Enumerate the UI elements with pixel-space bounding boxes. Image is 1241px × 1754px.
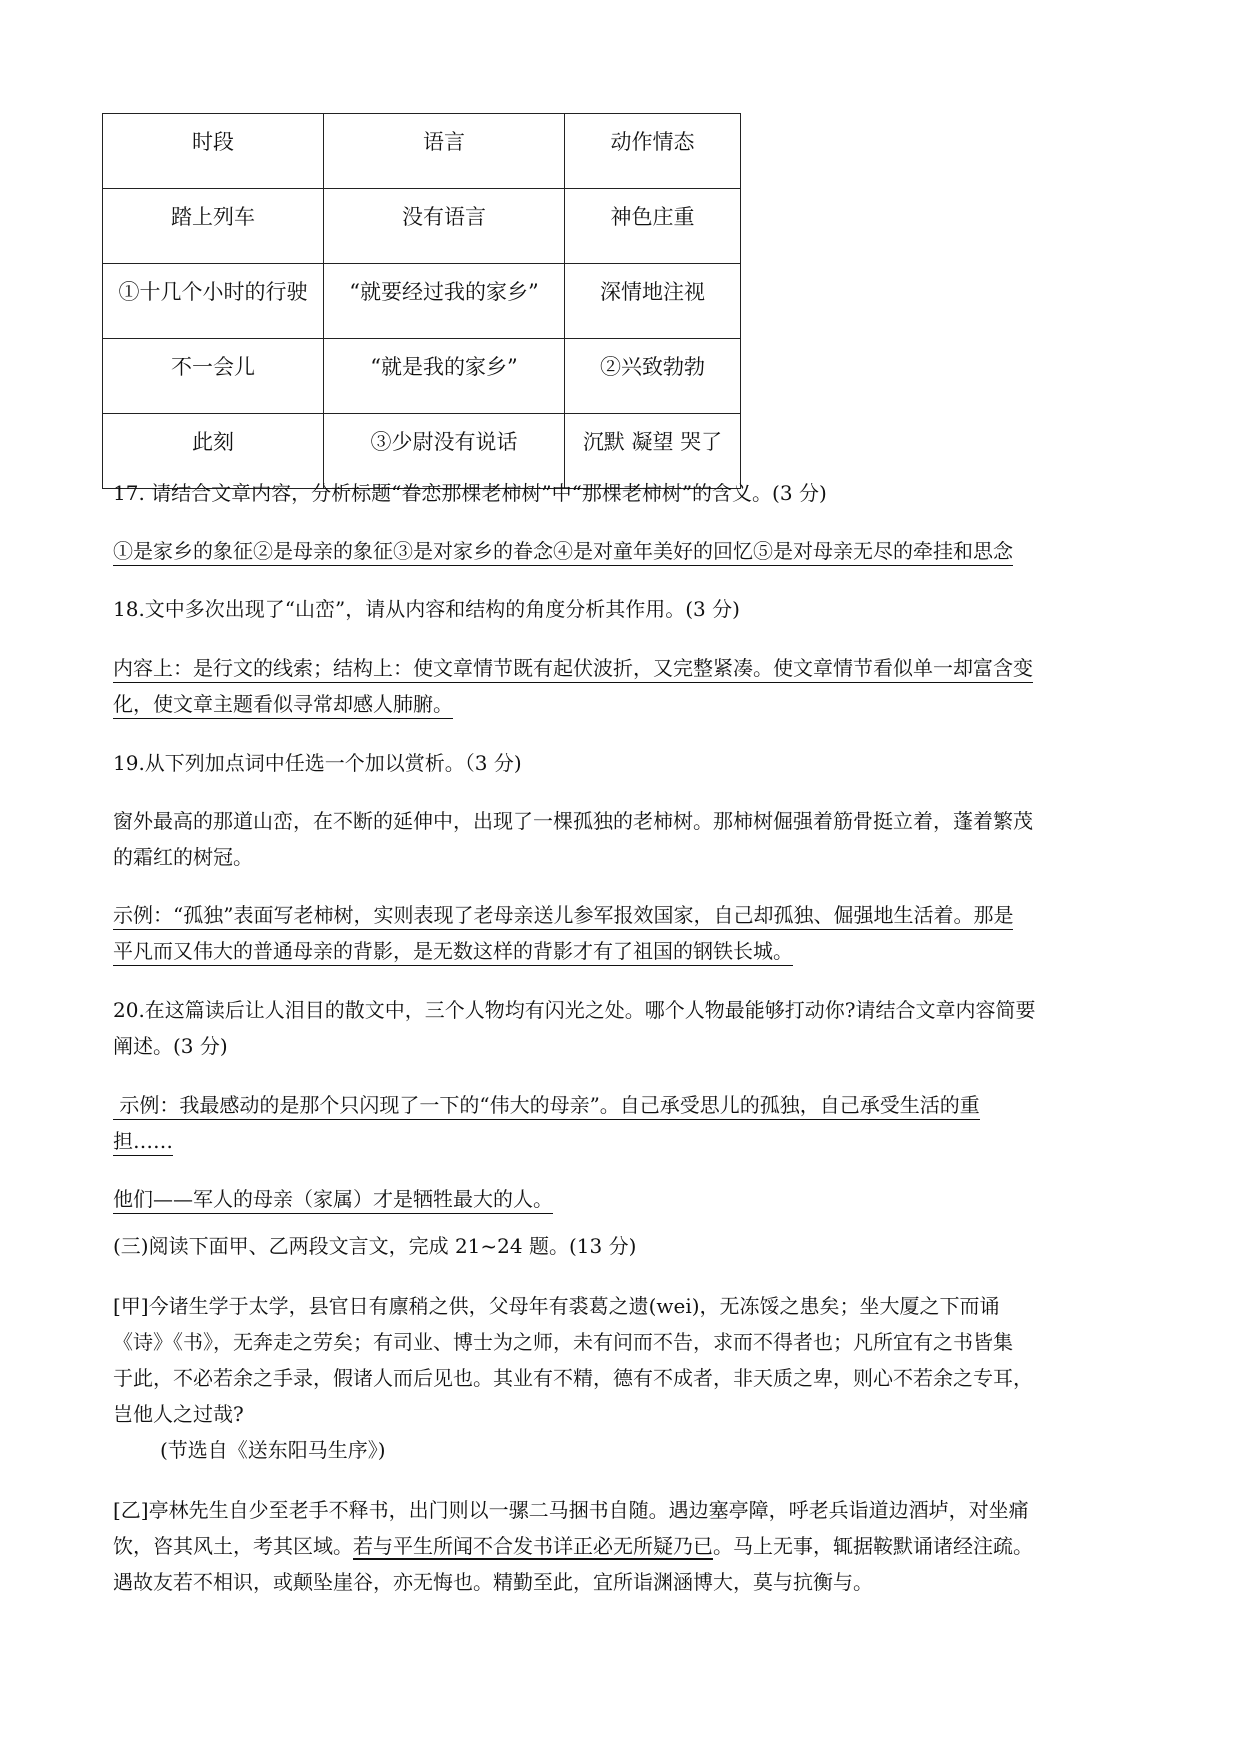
question-17: 17. 请结合文章内容，分析标题“眷恋那棵老柿树”中“那棵老柿树”的含义。(3 分) bbox=[113, 481, 827, 505]
passage-yi-underlined-sentence: 若与平生所闻不合发书详正必无所疑乃已 bbox=[353, 1534, 713, 1558]
table-header-cell: 动作情态 bbox=[565, 114, 741, 189]
question-18: 18.文中多次出现了“山峦”，请从内容和结构的角度分析其作用。(3 分) bbox=[113, 597, 740, 621]
comparison-table bbox=[102, 113, 741, 489]
table-cell: 不一会儿 bbox=[103, 339, 324, 414]
passage-jia-line-1: [甲]今诸生学于太学，县官日有廪稍之供，父母年有裘葛之遗(wei)，无冻馁之患矣；坐大厦之下而诵 bbox=[113, 1294, 1000, 1318]
answer-18-line-2 bbox=[113, 688, 453, 717]
answer-19-text-1: 示例：“孤独”表面写老柿树，实则表现了老母亲送儿参军报效国家，自己却孤独、倔强地生活着。那是 bbox=[113, 903, 1013, 930]
table-cell: 深情地注视 bbox=[565, 264, 741, 339]
table-cell: “就要经过我的家乡” bbox=[324, 264, 565, 339]
table-cell: ①十几个小时的行驶 bbox=[103, 264, 324, 339]
answer-18-line-1 bbox=[113, 652, 1033, 681]
question-19: 19.从下列加点词中任选一个加以赏析。（3 分) bbox=[113, 751, 522, 775]
table-row bbox=[103, 339, 741, 414]
question-20-line-1: 20.在这篇读后让人泪目的散文中，三个人物均有闪光之处。哪个人物最能够打动你?请结合文章内容简要 bbox=[113, 998, 1036, 1022]
answer-19-text-2: 平凡而又伟大的普通母亲的背影，是无数这样的背影才有了祖国的钢铁长城。 bbox=[113, 939, 793, 966]
answer-20-line-1 bbox=[113, 1089, 980, 1118]
answer-20-line-2 bbox=[113, 1125, 173, 1154]
answer-18-text-2: 化，使文章主题看似寻常却感人肺腑。 bbox=[113, 692, 453, 719]
table-header-cell: 时段 bbox=[103, 114, 324, 189]
answer-20-text-2: 担…… bbox=[113, 1129, 173, 1156]
section-3-heading: (三)阅读下面甲、乙两段文言文，完成 21~24 题。(13 分) bbox=[113, 1234, 637, 1258]
table-header-row bbox=[103, 114, 741, 189]
table-cell: ②兴致勃勃 bbox=[565, 339, 741, 414]
answer-19-line-2 bbox=[113, 935, 793, 964]
passage-jia-line-4: 岂他人之过哉? bbox=[113, 1402, 244, 1426]
table-cell: “就是我的家乡” bbox=[324, 339, 565, 414]
answer-20-text-1: 示例：我最感动的是那个只闪现了一下的“伟大的母亲”。自己承受思儿的孤独，自己承受生活的重 bbox=[113, 1093, 980, 1120]
answer-18-text-1: 内容上：是行文的线索；结构上：使文章情节既有起伏波折，又完整紧凑。使文章情节看似单一却富含变 bbox=[113, 656, 1033, 683]
answer-20-line-3 bbox=[113, 1183, 553, 1212]
table-cell: 此刻 bbox=[103, 414, 324, 489]
answer-17-line bbox=[113, 535, 1013, 564]
question-20-line-2: 阐述。(3 分) bbox=[113, 1034, 228, 1058]
table-cell: 没有语言 bbox=[324, 189, 565, 264]
answer-20-text-3: 他们——军人的母亲（家属）才是牺牲最大的人。 bbox=[113, 1187, 553, 1214]
passage-19-line-2: 的霜红的树冠。 bbox=[113, 845, 253, 869]
table-cell: 沉默 凝望 哭了 bbox=[565, 414, 741, 489]
table-cell: 踏上列车 bbox=[103, 189, 324, 264]
passage-yi-line-3: 遇故友若不相识，或颠坠崖谷，亦无悔也。精勤至此，宜所诣渊涵博大，莫与抗衡与。 bbox=[113, 1570, 873, 1594]
table-header-cell: 语言 bbox=[324, 114, 565, 189]
passage-yi-line-2 bbox=[113, 1530, 1033, 1559]
passage-19-line-1: 窗外最高的那道山峦，在不断的延伸中，出现了一棵孤独的老柿树。那柿树倔强着筋骨挺立着，蓬着繁茂 bbox=[113, 809, 1033, 833]
passage-yi-line-1: [乙]亭林先生自少至老手不释书，出门则以一骡二马捆书自随。遇边塞亭障，呼老兵诣道边酒垆，对坐痛 bbox=[113, 1498, 1029, 1522]
table-row bbox=[103, 189, 741, 264]
passage-yi-line-2-end: 。马上无事，辄据鞍默诵诸经注疏。 bbox=[713, 1534, 1033, 1558]
passage-jia-line-2: 《诗》《书》，无奔走之劳矣；有司业、博士为之师，未有问而不告，求而不得者也；凡所宜有之书皆集 bbox=[113, 1330, 1013, 1354]
table-cell: 神色庄重 bbox=[565, 189, 741, 264]
passage-jia-line-3: 于此，不必若余之手录，假诸人而后见也。其业有不精，德有不成者，非天质之卑，则心不若余之专耳， bbox=[113, 1366, 1033, 1390]
passage-jia-source: (节选自《送东阳马生序》) bbox=[160, 1438, 386, 1462]
answer-17: ①是家乡的象征②是母亲的象征③是对家乡的眷念④是对童年美好的回忆⑤是对母亲无尽的牵挂和思念 bbox=[113, 539, 1013, 566]
answer-19-line-1 bbox=[113, 899, 1013, 928]
table-cell: ③少尉没有说话 bbox=[324, 414, 565, 489]
passage-yi-line-2-start: 饮，咨其风土，考其区域。 bbox=[113, 1534, 353, 1558]
table-row bbox=[103, 264, 741, 339]
